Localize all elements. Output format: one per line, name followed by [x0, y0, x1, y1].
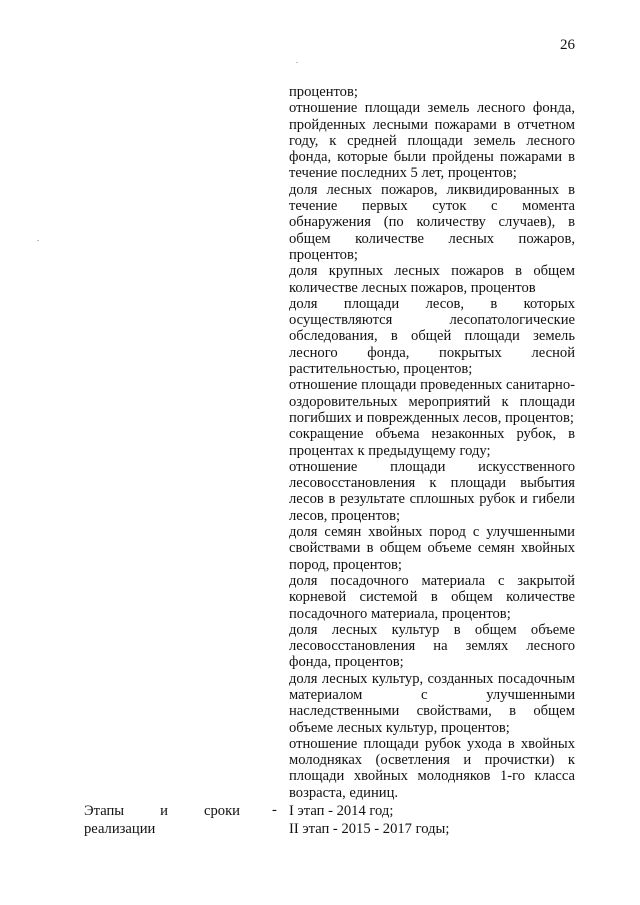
- scan-speck: [37, 240, 39, 241]
- indicator-item: отношение площади проведенных санитарно-оздоровительных мероприятий к площади погибших и поврежденных лесов, процентов;: [289, 377, 575, 426]
- indicator-item: доля семян хвойных пород с улучшенными свойствами в общем объеме семян хвойных пород, процентов;: [289, 524, 575, 573]
- stages-list: [289, 802, 449, 838]
- indicator-item: сокращение объема незаконных рубок, в процентах к предыдущему году;: [289, 426, 575, 459]
- indicators-list: [289, 84, 575, 801]
- page-number: 26: [560, 37, 575, 53]
- indicator-item: доля лесных культур, созданных посадочным материалом с улучшенными наследственными свойствами, в общем объеме лесных культур, процентов;: [289, 670, 575, 736]
- stage-item: II этап - 2015 - 2017 годы;: [289, 821, 450, 837]
- indicator-item: доля лесных культур в общем объеме лесовосстановления на землях лесного фонда, процентов;: [289, 621, 575, 671]
- label-dash: -: [272, 802, 277, 818]
- indicator-item: отношение площади земель лесного фонда, пройденных лесными пожарами в отчетном году, к средней площади земель лесного фонда, которые были пройдены пожарами в течение последних 5 лет, процентов;: [289, 100, 575, 182]
- indicator-item: доля крупных лесных пожаров в общем количестве лесных пожаров, процентов: [289, 263, 575, 296]
- stages-label-line2: реализации: [84, 821, 156, 837]
- stages-label-word: сроки: [204, 803, 240, 819]
- indicator-item: доля площади лесов, в которых осуществляются лесопатологические обследования, в общей площади земель лесного фонда, покрытых лесной растительностью, процентов;: [289, 295, 575, 378]
- scan-speck: [296, 62, 298, 63]
- indicator-item: доля лесных пожаров, ликвидированных в течение первых суток с момента обнаружения (по количеству случаев), в общем количестве лесных пожаров, процентов;: [289, 181, 575, 263]
- indicator-item: отношение площади искусственного лесовосстановления к площади выбытия лесов в результате сплошных рубок и гибели лесов, процентов;: [289, 458, 575, 524]
- stages-label-word: и: [160, 803, 168, 819]
- indicator-item: процентов;: [289, 84, 358, 100]
- stage-item: I этап - 2014 год;: [289, 803, 394, 819]
- indicator-item: доля посадочного материала с закрытой корневой системой в общем количестве посадочного материала, процентов;: [289, 572, 575, 622]
- stages-label-word: Этапы: [84, 803, 125, 819]
- stages-label: [84, 802, 240, 838]
- indicator-item: отношение площади рубок ухода в хвойных молодняках (осветления и прочистки) к площади хвойных молодняков 1-го класса возраста, единиц.: [289, 735, 575, 801]
